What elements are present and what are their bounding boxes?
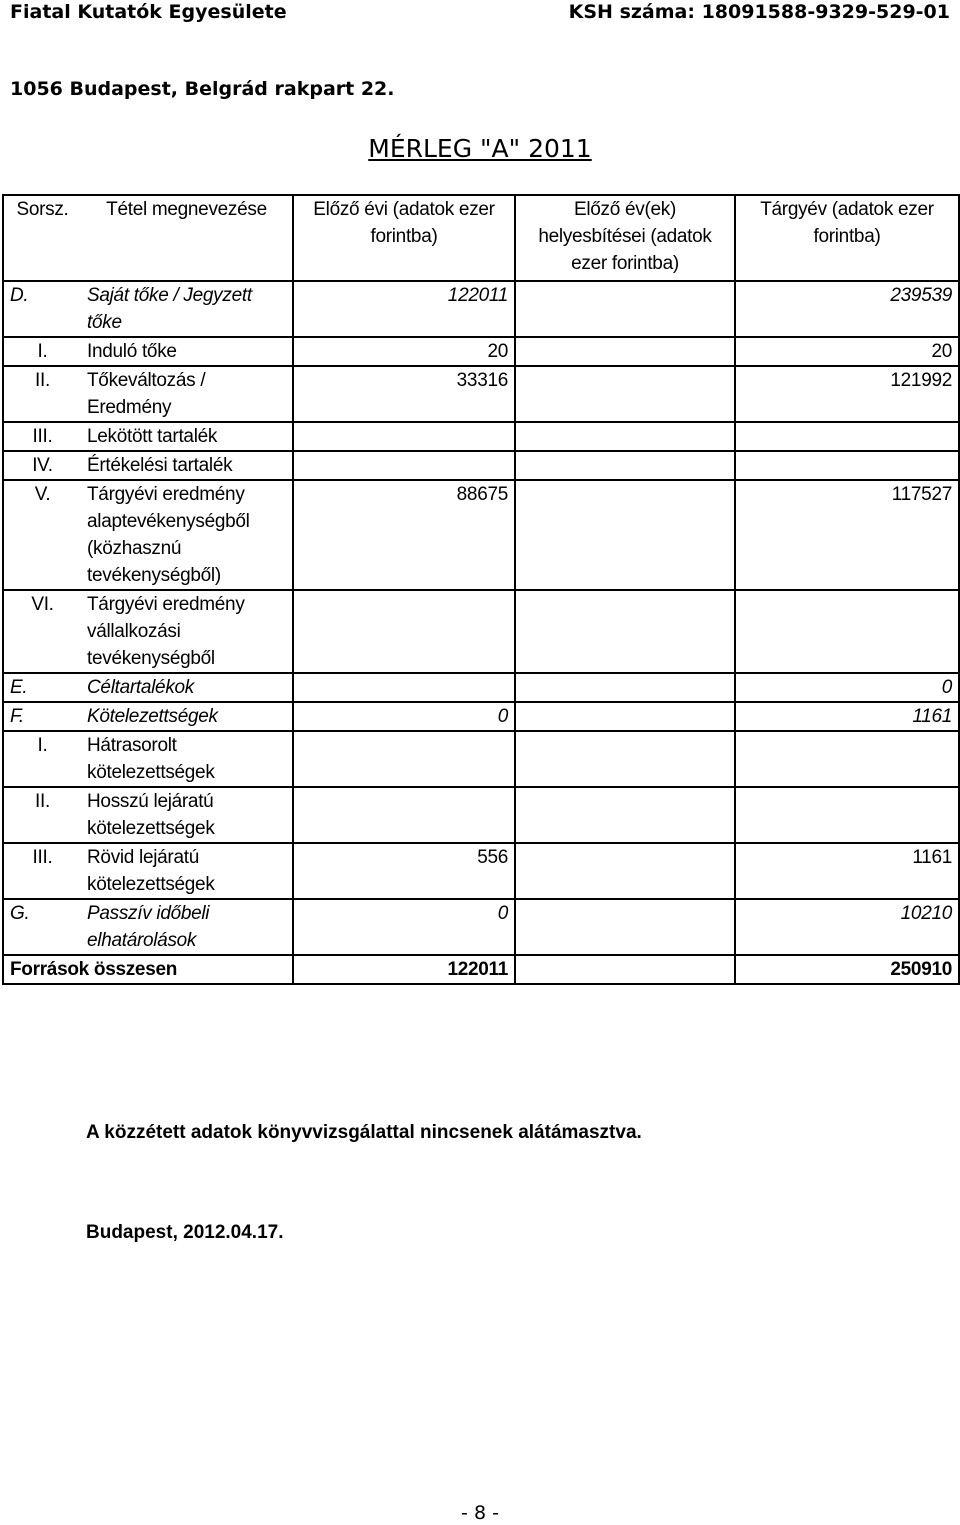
row-adj: [515, 843, 735, 899]
table-header-row: [3, 195, 959, 281]
row-sorsz: E.: [3, 673, 81, 702]
audit-note: A közzétett adatok könyvvizsgálattal nincsenek alátámasztva.: [86, 1122, 642, 1143]
row-adj: [515, 366, 735, 422]
row-adj: [515, 451, 735, 480]
row-prev: [293, 787, 515, 843]
row-sorsz: VI.: [3, 590, 81, 673]
row-curr: 239539: [735, 281, 959, 337]
row-name: Hátrasorolt kötelezettségek: [81, 731, 293, 787]
col-header-tetel: Tétel megnevezése: [81, 195, 293, 281]
total-row: [3, 955, 959, 984]
table-row: [3, 590, 959, 673]
row-name: Tőkeváltozás / Eredmény: [81, 366, 293, 422]
total-curr: 250910: [735, 955, 959, 984]
organization-name: Fiatal Kutatók Egyesülete: [10, 1, 287, 23]
row-sorsz: III.: [3, 422, 81, 451]
ksh-number: KSH száma: 18091588-9329-529-01: [568, 1, 950, 23]
table-row: [3, 422, 959, 451]
row-curr: [735, 451, 959, 480]
row-name: Induló tőke: [81, 337, 293, 366]
row-prev: [293, 451, 515, 480]
row-name: Rövid lejáratú kötelezettségek: [81, 843, 293, 899]
table-row: [3, 673, 959, 702]
row-curr: [735, 787, 959, 843]
row-adj: [515, 899, 735, 955]
row-prev: 33316: [293, 366, 515, 422]
table-row: [3, 451, 959, 480]
table-row: [3, 366, 959, 422]
row-adj: [515, 731, 735, 787]
row-name: Céltartalékok: [81, 673, 293, 702]
table-row: [3, 480, 959, 590]
row-name: Tárgyévi eredmény vállalkozási tevékenységből: [81, 590, 293, 673]
table-row: [3, 787, 959, 843]
row-prev: [293, 673, 515, 702]
row-prev: [293, 590, 515, 673]
row-curr: 121992: [735, 366, 959, 422]
row-sorsz: I.: [3, 337, 81, 366]
row-adj: [515, 337, 735, 366]
row-prev: 20: [293, 337, 515, 366]
row-name: Saját tőke / Jegyzett tőke: [81, 281, 293, 337]
row-curr: 1161: [735, 843, 959, 899]
row-prev: 556: [293, 843, 515, 899]
row-sorsz: II.: [3, 366, 81, 422]
col-header-curr: Tárgyév (adatok ezer forintba): [735, 195, 959, 281]
total-prev: 122011: [293, 955, 515, 984]
row-curr: 10210: [735, 899, 959, 955]
row-curr: 0: [735, 673, 959, 702]
row-sorsz: V.: [3, 480, 81, 590]
row-name: Tárgyévi eredmény alaptevékenységből (közhasznú tevékenységből): [81, 480, 293, 590]
row-sorsz: II.: [3, 787, 81, 843]
row-curr: 20: [735, 337, 959, 366]
table-row: [3, 731, 959, 787]
row-prev: 122011: [293, 281, 515, 337]
row-prev: 88675: [293, 480, 515, 590]
col-header-sorsz: Sorsz.: [3, 195, 81, 281]
balance-table: [2, 194, 960, 985]
row-sorsz: I.: [3, 731, 81, 787]
row-curr: [735, 731, 959, 787]
place-date: Budapest, 2012.04.17.: [86, 1222, 284, 1243]
row-adj: [515, 673, 735, 702]
row-adj: [515, 702, 735, 731]
document-title: MÉRLEG "A" 2011: [368, 134, 592, 163]
row-prev: 0: [293, 702, 515, 731]
total-adj: [515, 955, 735, 984]
row-curr: [735, 590, 959, 673]
table-row: [3, 281, 959, 337]
table-row: [3, 899, 959, 955]
row-name: Értékelési tartalék: [81, 451, 293, 480]
row-adj: [515, 787, 735, 843]
row-sorsz: IV.: [3, 451, 81, 480]
row-name: Hosszú lejáratú kötelezettségek: [81, 787, 293, 843]
col-header-prev: Előző évi (adatok ezer forintba): [293, 195, 515, 281]
row-sorsz: F.: [3, 702, 81, 731]
row-sorsz: D.: [3, 281, 81, 337]
row-adj: [515, 422, 735, 451]
row-curr: 1161: [735, 702, 959, 731]
page-number: - 8 -: [461, 1502, 499, 1524]
row-adj: [515, 480, 735, 590]
row-prev: 0: [293, 899, 515, 955]
row-sorsz: III.: [3, 843, 81, 899]
row-name: Lekötött tartalék: [81, 422, 293, 451]
row-adj: [515, 590, 735, 673]
row-prev: [293, 422, 515, 451]
col-header-adj: Előző év(ek) helyesbítései (adatok ezer forintba): [515, 195, 735, 281]
row-curr: 117527: [735, 480, 959, 590]
table-row: [3, 843, 959, 899]
row-name: Passzív időbeli elhatárolások: [81, 899, 293, 955]
total-label: Források összesen: [3, 955, 293, 984]
row-adj: [515, 281, 735, 337]
row-sorsz: G.: [3, 899, 81, 955]
address: 1056 Budapest, Belgrád rakpart 22.: [10, 78, 395, 100]
row-name: Kötelezettségek: [81, 702, 293, 731]
table-row: [3, 702, 959, 731]
row-curr: [735, 422, 959, 451]
table-row: [3, 337, 959, 366]
row-prev: [293, 731, 515, 787]
